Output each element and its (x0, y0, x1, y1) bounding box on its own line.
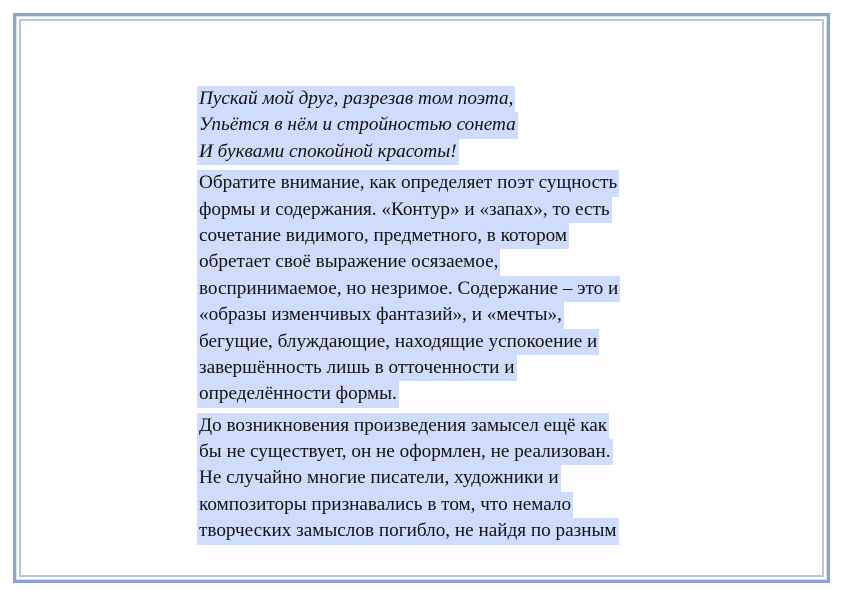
paragraph-line: творческих замыслов погибло, не найдя по разным (197, 518, 619, 544)
paragraph-line: бегущие, блуждающие, находящие успокоение и (197, 329, 599, 355)
paragraph-line: Не случайно многие писатели, художники и (197, 465, 561, 491)
paragraph-line: воспринимаемое, но незримое. Содержание – это и (197, 276, 620, 302)
verse-quote (197, 86, 681, 165)
verse-line: Упьётся в нём и стройностью сонета (197, 112, 518, 138)
text-block (197, 86, 681, 546)
paragraph-line: завершённость лишь в отточенности и (197, 355, 517, 381)
paragraph-line: определённости формы. (197, 381, 399, 407)
verse-line: И буквами спокойной красоты! (197, 139, 459, 165)
paragraph-line: «образы изменчивых фантазий», и «мечты», (197, 302, 564, 328)
paragraph-line: Обратите внимание, как определяет поэт сущность (197, 170, 619, 196)
paragraph-1 (197, 170, 681, 408)
paragraph-2 (197, 413, 681, 545)
paragraph-line: сочетание видимого, предметного, в котором (197, 223, 569, 249)
verse-line: Пускай мой друг, разрезав том поэта, (197, 86, 515, 112)
paragraph-line: формы и содержания. «Контур» и «запах», то есть (197, 197, 612, 223)
paragraph-line: бы не существует, он не оформлен, не реализован. (197, 439, 613, 465)
paragraph-line: обретает своё выражение осязаемое, (197, 249, 500, 275)
paragraph-line: композиторы признавались в том, что немало (197, 492, 573, 518)
paragraph-line: До возникновения произведения замысел ещё как (197, 413, 609, 439)
